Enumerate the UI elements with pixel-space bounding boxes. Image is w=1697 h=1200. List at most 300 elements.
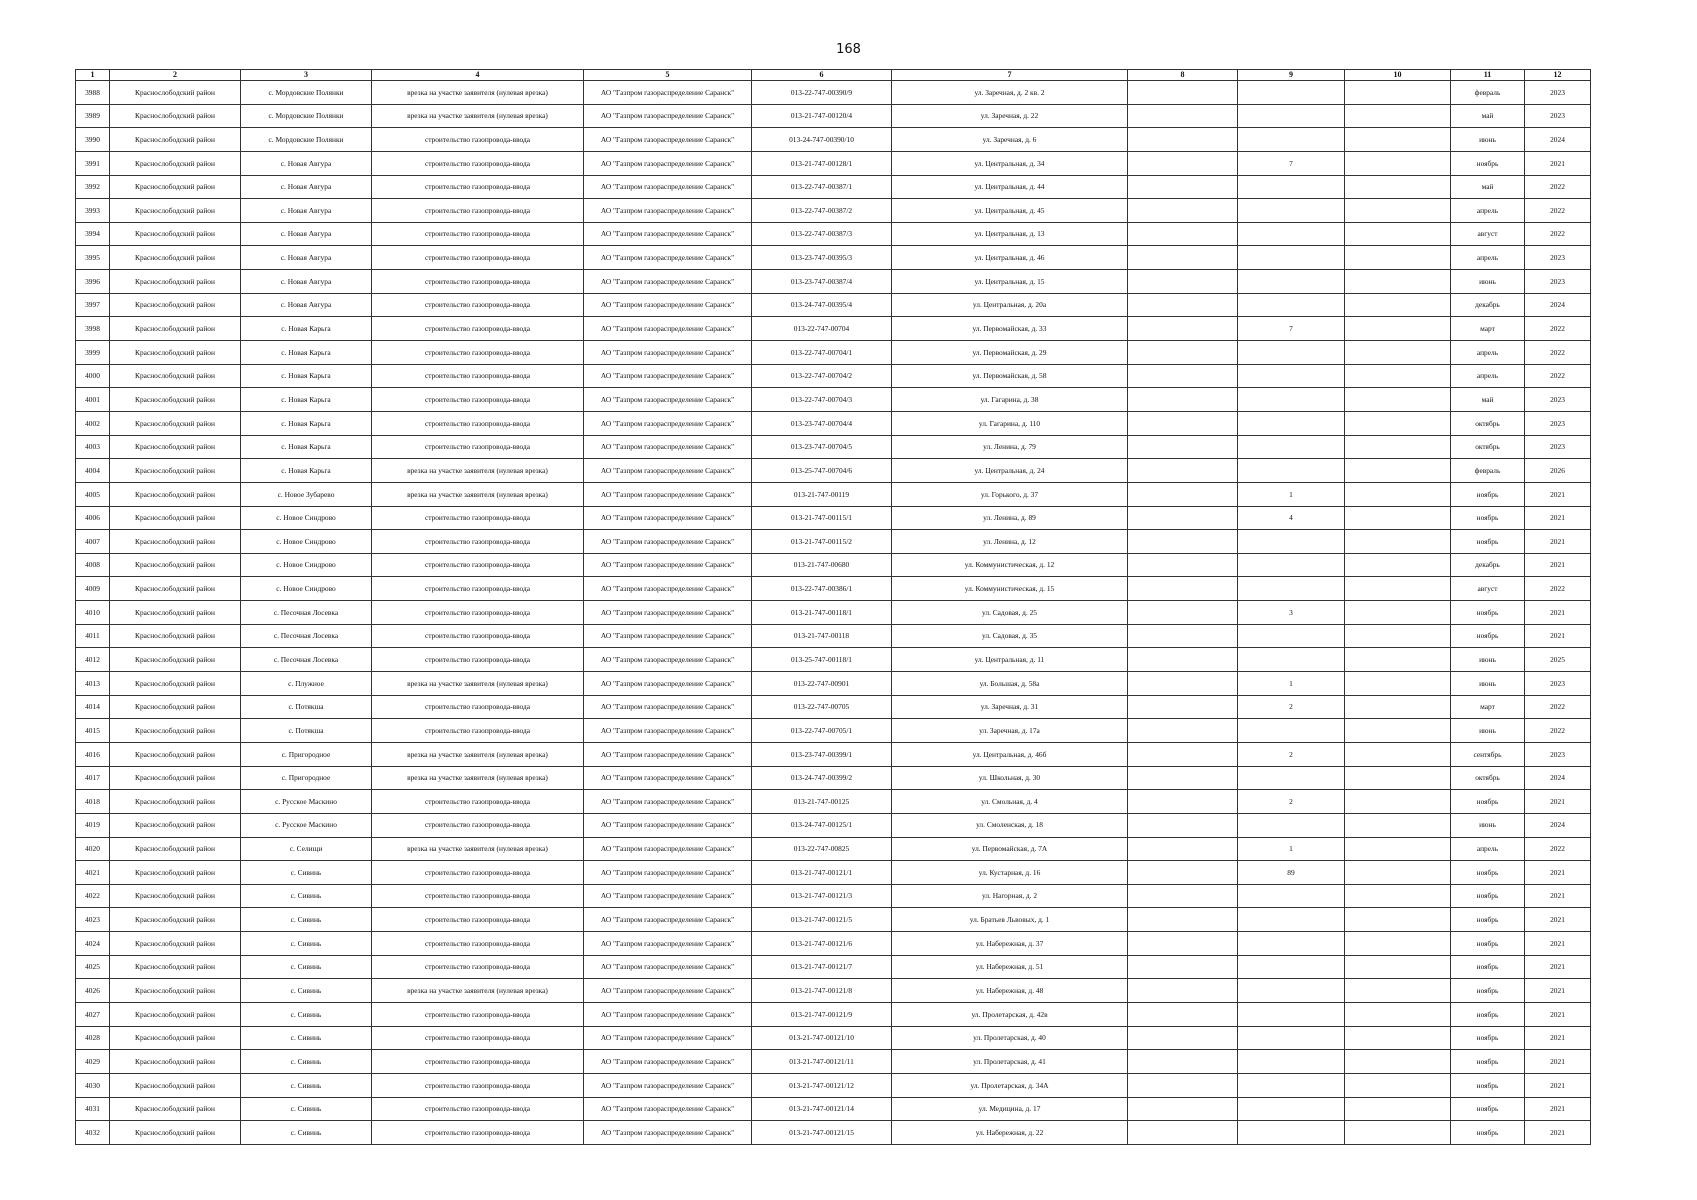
column-header: 3 bbox=[241, 70, 372, 81]
district-cell: Краснослободский район bbox=[110, 932, 241, 956]
district-cell: Краснослободский район bbox=[110, 813, 241, 837]
organization-cell: АО "Газпром газораспределение Саранск" bbox=[584, 482, 752, 506]
col10-cell bbox=[1345, 1002, 1451, 1026]
district-cell: Краснослободский район bbox=[110, 601, 241, 625]
col8-cell bbox=[1128, 955, 1238, 979]
organization-cell: АО "Газпром газораспределение Саранск" bbox=[584, 955, 752, 979]
application-number-cell: 013-21-747-00121/11 bbox=[752, 1050, 892, 1074]
row-number-cell: 4012 bbox=[76, 648, 110, 672]
col10-cell bbox=[1345, 1097, 1451, 1121]
col9-cell bbox=[1238, 908, 1345, 932]
col10-cell bbox=[1345, 908, 1451, 932]
month-cell: ноябрь bbox=[1451, 908, 1525, 932]
settlement-cell: с. Новое Синдрово bbox=[241, 506, 372, 530]
row-number-cell: 4018 bbox=[76, 790, 110, 814]
col8-cell bbox=[1128, 459, 1238, 483]
table-row bbox=[76, 128, 1591, 152]
application-number-cell: 013-21-747-00121/8 bbox=[752, 979, 892, 1003]
year-cell: 2021 bbox=[1525, 1026, 1591, 1050]
settlement-cell: с. Потякша bbox=[241, 695, 372, 719]
col10-cell bbox=[1345, 837, 1451, 861]
application-number-cell: 013-22-747-00704 bbox=[752, 317, 892, 341]
settlement-cell: с. Мордовские Полянки bbox=[241, 81, 372, 105]
row-number-cell: 4024 bbox=[76, 932, 110, 956]
work-type-cell: врезка на участке заявителя (нулевая врезка) bbox=[372, 742, 584, 766]
table-row bbox=[76, 175, 1591, 199]
col8-cell bbox=[1128, 553, 1238, 577]
settlement-cell: с. Новая Авгура bbox=[241, 199, 372, 223]
settlement-cell: с. Новая Карьга bbox=[241, 341, 372, 365]
organization-cell: АО "Газпром газораспределение Саранск" bbox=[584, 341, 752, 365]
organization-cell: АО "Газпром газораспределение Саранск" bbox=[584, 246, 752, 270]
year-cell: 2021 bbox=[1525, 482, 1591, 506]
row-number-cell: 4007 bbox=[76, 530, 110, 554]
organization-cell: АО "Газпром газораспределение Саранск" bbox=[584, 411, 752, 435]
settlement-cell: с. Новое Синдрово bbox=[241, 553, 372, 577]
col8-cell bbox=[1128, 175, 1238, 199]
col10-cell bbox=[1345, 270, 1451, 294]
address-cell: ул. Пролетарская, д. 41 bbox=[892, 1050, 1128, 1074]
district-cell: Краснослободский район bbox=[110, 553, 241, 577]
application-number-cell: 013-22-747-00704/1 bbox=[752, 341, 892, 365]
settlement-cell: с. Русское Маскино bbox=[241, 813, 372, 837]
organization-cell: АО "Газпром газораспределение Саранск" bbox=[584, 388, 752, 412]
col10-cell bbox=[1345, 128, 1451, 152]
work-type-cell: строительство газопровода-ввода bbox=[372, 1097, 584, 1121]
organization-cell: АО "Газпром газораспределение Саранск" bbox=[584, 222, 752, 246]
organization-cell: АО "Газпром газораспределение Саранск" bbox=[584, 624, 752, 648]
work-type-cell: строительство газопровода-ввода bbox=[372, 932, 584, 956]
table-row bbox=[76, 813, 1591, 837]
work-type-cell: строительство газопровода-ввода bbox=[372, 175, 584, 199]
district-cell: Краснослободский район bbox=[110, 884, 241, 908]
year-cell: 2022 bbox=[1525, 199, 1591, 223]
col8-cell bbox=[1128, 1002, 1238, 1026]
col9-cell bbox=[1238, 624, 1345, 648]
column-header: 9 bbox=[1238, 70, 1345, 81]
col8-cell bbox=[1128, 601, 1238, 625]
district-cell: Краснослободский район bbox=[110, 435, 241, 459]
year-cell: 2022 bbox=[1525, 364, 1591, 388]
month-cell: ноябрь bbox=[1451, 482, 1525, 506]
table-row bbox=[76, 270, 1591, 294]
district-cell: Краснослободский район bbox=[110, 908, 241, 932]
col8-cell bbox=[1128, 317, 1238, 341]
settlement-cell: с. Сивинь bbox=[241, 1073, 372, 1097]
gasification-register-table bbox=[75, 69, 1591, 1145]
row-number-cell: 4015 bbox=[76, 719, 110, 743]
application-number-cell: 013-25-747-00704/6 bbox=[752, 459, 892, 483]
row-number-cell: 4008 bbox=[76, 553, 110, 577]
application-number-cell: 013-22-747-00705/1 bbox=[752, 719, 892, 743]
organization-cell: АО "Газпром газораспределение Саранск" bbox=[584, 742, 752, 766]
organization-cell: АО "Газпром газораспределение Саранск" bbox=[584, 908, 752, 932]
year-cell: 2021 bbox=[1525, 530, 1591, 554]
col10-cell bbox=[1345, 648, 1451, 672]
col9-cell bbox=[1238, 1073, 1345, 1097]
row-number-cell: 4023 bbox=[76, 908, 110, 932]
address-cell: ул. Центральная, д. 13 bbox=[892, 222, 1128, 246]
month-cell: ноябрь bbox=[1451, 955, 1525, 979]
col8-cell bbox=[1128, 672, 1238, 696]
col9-cell bbox=[1238, 577, 1345, 601]
application-number-cell: 013-21-747-00121/14 bbox=[752, 1097, 892, 1121]
table-row bbox=[76, 577, 1591, 601]
month-cell: апрель bbox=[1451, 341, 1525, 365]
col8-cell bbox=[1128, 695, 1238, 719]
month-cell: ноябрь bbox=[1451, 979, 1525, 1003]
month-cell: декабрь bbox=[1451, 293, 1525, 317]
year-cell: 2023 bbox=[1525, 411, 1591, 435]
col8-cell bbox=[1128, 742, 1238, 766]
col10-cell bbox=[1345, 81, 1451, 105]
col9-cell bbox=[1238, 293, 1345, 317]
column-header: 2 bbox=[110, 70, 241, 81]
month-cell: ноябрь bbox=[1451, 601, 1525, 625]
organization-cell: АО "Газпром газораспределение Саранск" bbox=[584, 364, 752, 388]
settlement-cell: с. Пригородное bbox=[241, 742, 372, 766]
application-number-cell: 013-22-747-00386/1 bbox=[752, 577, 892, 601]
col9-cell bbox=[1238, 813, 1345, 837]
organization-cell: АО "Газпром газораспределение Саранск" bbox=[584, 766, 752, 790]
row-number-cell: 4030 bbox=[76, 1073, 110, 1097]
col9-cell: 1 bbox=[1238, 837, 1345, 861]
col9-cell bbox=[1238, 884, 1345, 908]
col9-cell: 2 bbox=[1238, 790, 1345, 814]
organization-cell: АО "Газпром газораспределение Саранск" bbox=[584, 1073, 752, 1097]
column-header: 12 bbox=[1525, 70, 1591, 81]
table-row bbox=[76, 1073, 1591, 1097]
row-number-cell: 3989 bbox=[76, 104, 110, 128]
column-header: 5 bbox=[584, 70, 752, 81]
month-cell: ноябрь bbox=[1451, 151, 1525, 175]
application-number-cell: 013-21-747-00128/1 bbox=[752, 151, 892, 175]
settlement-cell: с. Сивинь bbox=[241, 979, 372, 1003]
district-cell: Краснослободский район bbox=[110, 222, 241, 246]
month-cell: февраль bbox=[1451, 459, 1525, 483]
organization-cell: АО "Газпром газораспределение Саранск" bbox=[584, 884, 752, 908]
application-number-cell: 013-21-747-00118/1 bbox=[752, 601, 892, 625]
address-cell: ул. Центральная, д. 34 bbox=[892, 151, 1128, 175]
organization-cell: АО "Газпром газораспределение Саранск" bbox=[584, 317, 752, 341]
district-cell: Краснослободский район bbox=[110, 81, 241, 105]
district-cell: Краснослободский район bbox=[110, 530, 241, 554]
col8-cell bbox=[1128, 1097, 1238, 1121]
col8-cell bbox=[1128, 388, 1238, 412]
work-type-cell: строительство газопровода-ввода bbox=[372, 411, 584, 435]
year-cell: 2021 bbox=[1525, 1097, 1591, 1121]
year-cell: 2023 bbox=[1525, 81, 1591, 105]
district-cell: Краснослободский район bbox=[110, 270, 241, 294]
col10-cell bbox=[1345, 719, 1451, 743]
col8-cell bbox=[1128, 151, 1238, 175]
row-number-cell: 4004 bbox=[76, 459, 110, 483]
row-number-cell: 3992 bbox=[76, 175, 110, 199]
table-row bbox=[76, 1121, 1591, 1145]
application-number-cell: 013-21-747-00119 bbox=[752, 482, 892, 506]
table-row bbox=[76, 1026, 1591, 1050]
col8-cell bbox=[1128, 1073, 1238, 1097]
year-cell: 2024 bbox=[1525, 293, 1591, 317]
col10-cell bbox=[1345, 175, 1451, 199]
application-number-cell: 013-24-747-00390/10 bbox=[752, 128, 892, 152]
address-cell: ул. Набережная, д. 22 bbox=[892, 1121, 1128, 1145]
col10-cell bbox=[1345, 151, 1451, 175]
year-cell: 2024 bbox=[1525, 813, 1591, 837]
address-cell: ул. Центральная, д. 46 bbox=[892, 246, 1128, 270]
settlement-cell: с. Пригородное bbox=[241, 766, 372, 790]
col9-cell bbox=[1238, 955, 1345, 979]
col10-cell bbox=[1345, 104, 1451, 128]
district-cell: Краснослободский район bbox=[110, 506, 241, 530]
col10-cell bbox=[1345, 1050, 1451, 1074]
month-cell: июнь bbox=[1451, 672, 1525, 696]
settlement-cell: с. Новая Авгура bbox=[241, 222, 372, 246]
col10-cell bbox=[1345, 530, 1451, 554]
district-cell: Краснослободский район bbox=[110, 104, 241, 128]
year-cell: 2024 bbox=[1525, 766, 1591, 790]
col10-cell bbox=[1345, 506, 1451, 530]
col9-cell bbox=[1238, 1050, 1345, 1074]
column-header: 11 bbox=[1451, 70, 1525, 81]
year-cell: 2021 bbox=[1525, 861, 1591, 885]
work-type-cell: строительство газопровода-ввода bbox=[372, 813, 584, 837]
year-cell: 2021 bbox=[1525, 884, 1591, 908]
col8-cell bbox=[1128, 104, 1238, 128]
work-type-cell: строительство газопровода-ввода bbox=[372, 884, 584, 908]
year-cell: 2025 bbox=[1525, 648, 1591, 672]
table-row bbox=[76, 341, 1591, 365]
col10-cell bbox=[1345, 672, 1451, 696]
month-cell: ноябрь bbox=[1451, 530, 1525, 554]
month-cell: апрель bbox=[1451, 364, 1525, 388]
settlement-cell: с. Мордовские Полянки bbox=[241, 104, 372, 128]
table-row bbox=[76, 1097, 1591, 1121]
year-cell: 2022 bbox=[1525, 577, 1591, 601]
application-number-cell: 013-21-747-00121/12 bbox=[752, 1073, 892, 1097]
district-cell: Краснослободский район bbox=[110, 648, 241, 672]
year-cell: 2021 bbox=[1525, 908, 1591, 932]
month-cell: ноябрь bbox=[1451, 1002, 1525, 1026]
work-type-cell: строительство газопровода-ввода bbox=[372, 199, 584, 223]
row-number-cell: 3990 bbox=[76, 128, 110, 152]
month-cell: август bbox=[1451, 222, 1525, 246]
settlement-cell: с. Новое Синдрово bbox=[241, 530, 372, 554]
settlement-cell: с. Сивинь bbox=[241, 1121, 372, 1145]
year-cell: 2023 bbox=[1525, 672, 1591, 696]
year-cell: 2021 bbox=[1525, 624, 1591, 648]
col8-cell bbox=[1128, 435, 1238, 459]
year-cell: 2022 bbox=[1525, 695, 1591, 719]
col8-cell bbox=[1128, 766, 1238, 790]
month-cell: ноябрь bbox=[1451, 1073, 1525, 1097]
table-row bbox=[76, 955, 1591, 979]
settlement-cell: с. Песочная Лосевка bbox=[241, 648, 372, 672]
settlement-cell: с. Песочная Лосевка bbox=[241, 601, 372, 625]
table-row bbox=[76, 388, 1591, 412]
address-cell: ул. Набережная, д. 51 bbox=[892, 955, 1128, 979]
address-cell: ул. Центральная, д. 45 bbox=[892, 199, 1128, 223]
col9-cell bbox=[1238, 979, 1345, 1003]
table-row bbox=[76, 435, 1591, 459]
district-cell: Краснослободский район bbox=[110, 624, 241, 648]
month-cell: декабрь bbox=[1451, 553, 1525, 577]
col10-cell bbox=[1345, 341, 1451, 365]
settlement-cell: с. Новая Авгура bbox=[241, 270, 372, 294]
work-type-cell: строительство газопровода-ввода bbox=[372, 530, 584, 554]
row-number-cell: 3993 bbox=[76, 199, 110, 223]
row-number-cell: 4027 bbox=[76, 1002, 110, 1026]
district-cell: Краснослободский район bbox=[110, 459, 241, 483]
organization-cell: АО "Газпром газораспределение Саранск" bbox=[584, 1026, 752, 1050]
col10-cell bbox=[1345, 766, 1451, 790]
application-number-cell: 013-24-747-00399/2 bbox=[752, 766, 892, 790]
row-number-cell: 4005 bbox=[76, 482, 110, 506]
year-cell: 2021 bbox=[1525, 979, 1591, 1003]
col10-cell bbox=[1345, 246, 1451, 270]
organization-cell: АО "Газпром газораспределение Саранск" bbox=[584, 1121, 752, 1145]
row-number-cell: 4009 bbox=[76, 577, 110, 601]
col10-cell bbox=[1345, 955, 1451, 979]
work-type-cell: врезка на участке заявителя (нулевая врезка) bbox=[372, 482, 584, 506]
work-type-cell: врезка на участке заявителя (нулевая врезка) bbox=[372, 837, 584, 861]
col10-cell bbox=[1345, 199, 1451, 223]
address-cell: ул. Первомайская, д. 7А bbox=[892, 837, 1128, 861]
col10-cell bbox=[1345, 222, 1451, 246]
settlement-cell: с. Новая Авгура bbox=[241, 151, 372, 175]
organization-cell: АО "Газпром газораспределение Саранск" bbox=[584, 81, 752, 105]
address-cell: ул. Центральная, д. 11 bbox=[892, 648, 1128, 672]
work-type-cell: строительство газопровода-ввода bbox=[372, 648, 584, 672]
address-cell: ул. Заречная, д. 31 bbox=[892, 695, 1128, 719]
col8-cell bbox=[1128, 293, 1238, 317]
col10-cell bbox=[1345, 1026, 1451, 1050]
year-cell: 2021 bbox=[1525, 506, 1591, 530]
table-row bbox=[76, 317, 1591, 341]
work-type-cell: строительство газопровода-ввода bbox=[372, 364, 584, 388]
district-cell: Краснослободский район bbox=[110, 317, 241, 341]
work-type-cell: строительство газопровода-ввода bbox=[372, 908, 584, 932]
address-cell: ул. Центральная, д. 15 bbox=[892, 270, 1128, 294]
col9-cell bbox=[1238, 459, 1345, 483]
address-cell: ул. Набережная, д. 37 bbox=[892, 932, 1128, 956]
work-type-cell: врезка на участке заявителя (нулевая врезка) bbox=[372, 459, 584, 483]
organization-cell: АО "Газпром газораспределение Саранск" bbox=[584, 553, 752, 577]
year-cell: 2022 bbox=[1525, 719, 1591, 743]
row-number-cell: 4002 bbox=[76, 411, 110, 435]
address-cell: ул. Ленина, д. 79 bbox=[892, 435, 1128, 459]
work-type-cell: строительство газопровода-ввода bbox=[372, 1121, 584, 1145]
month-cell: июнь bbox=[1451, 648, 1525, 672]
year-cell: 2021 bbox=[1525, 1121, 1591, 1145]
col8-cell bbox=[1128, 908, 1238, 932]
row-number-cell: 4021 bbox=[76, 861, 110, 885]
col8-cell bbox=[1128, 222, 1238, 246]
district-cell: Краснослободский район bbox=[110, 482, 241, 506]
address-cell: ул. Нагорная, д. 2 bbox=[892, 884, 1128, 908]
district-cell: Краснослободский район bbox=[110, 837, 241, 861]
table-row bbox=[76, 553, 1591, 577]
row-number-cell: 4029 bbox=[76, 1050, 110, 1074]
settlement-cell: с. Сивинь bbox=[241, 861, 372, 885]
address-cell: ул. Набережная, д. 48 bbox=[892, 979, 1128, 1003]
district-cell: Краснослободский район bbox=[110, 861, 241, 885]
address-cell: ул. Заречная, д. 6 bbox=[892, 128, 1128, 152]
col8-cell bbox=[1128, 979, 1238, 1003]
address-cell: ул. Центральная, д. 46б bbox=[892, 742, 1128, 766]
table-row bbox=[76, 979, 1591, 1003]
organization-cell: АО "Газпром газораспределение Саранск" bbox=[584, 932, 752, 956]
col8-cell bbox=[1128, 884, 1238, 908]
col9-cell bbox=[1238, 553, 1345, 577]
col10-cell bbox=[1345, 742, 1451, 766]
row-number-cell: 4014 bbox=[76, 695, 110, 719]
col8-cell bbox=[1128, 128, 1238, 152]
settlement-cell: с. Песочная Лосевка bbox=[241, 624, 372, 648]
col9-cell: 4 bbox=[1238, 506, 1345, 530]
row-number-cell: 4001 bbox=[76, 388, 110, 412]
column-header: 1 bbox=[76, 70, 110, 81]
address-cell: ул. Ленина, д. 89 bbox=[892, 506, 1128, 530]
settlement-cell: с. Сивинь bbox=[241, 955, 372, 979]
row-number-cell: 3999 bbox=[76, 341, 110, 365]
col9-cell bbox=[1238, 270, 1345, 294]
application-number-cell: 013-21-747-00118 bbox=[752, 624, 892, 648]
work-type-cell: врезка на участке заявителя (нулевая врезка) bbox=[372, 979, 584, 1003]
application-number-cell: 013-21-747-00121/6 bbox=[752, 932, 892, 956]
table-header-row bbox=[76, 70, 1591, 81]
month-cell: май bbox=[1451, 175, 1525, 199]
address-cell: ул. Центральная, д. 44 bbox=[892, 175, 1128, 199]
col10-cell bbox=[1345, 884, 1451, 908]
col8-cell bbox=[1128, 341, 1238, 365]
organization-cell: АО "Газпром газораспределение Саранск" bbox=[584, 790, 752, 814]
district-cell: Краснослободский район bbox=[110, 388, 241, 412]
col9-cell bbox=[1238, 81, 1345, 105]
settlement-cell: с. Новая Карьга bbox=[241, 388, 372, 412]
col8-cell bbox=[1128, 577, 1238, 601]
district-cell: Краснослободский район bbox=[110, 151, 241, 175]
application-number-cell: 013-21-747-00125 bbox=[752, 790, 892, 814]
year-cell: 2022 bbox=[1525, 837, 1591, 861]
col10-cell bbox=[1345, 435, 1451, 459]
organization-cell: АО "Газпром газораспределение Саранск" bbox=[584, 1050, 752, 1074]
table-row bbox=[76, 199, 1591, 223]
application-number-cell: 013-23-747-00704/5 bbox=[752, 435, 892, 459]
col9-cell: 7 bbox=[1238, 151, 1345, 175]
col9-cell bbox=[1238, 341, 1345, 365]
row-number-cell: 4019 bbox=[76, 813, 110, 837]
district-cell: Краснослободский район bbox=[110, 1026, 241, 1050]
district-cell: Краснослободский район bbox=[110, 1002, 241, 1026]
month-cell: июнь bbox=[1451, 270, 1525, 294]
district-cell: Краснослободский район bbox=[110, 128, 241, 152]
col10-cell bbox=[1345, 1121, 1451, 1145]
col8-cell bbox=[1128, 790, 1238, 814]
settlement-cell: с. Новая Авгура bbox=[241, 175, 372, 199]
row-number-cell: 4016 bbox=[76, 742, 110, 766]
address-cell: ул. Пролетарская, д. 40 bbox=[892, 1026, 1128, 1050]
work-type-cell: строительство газопровода-ввода bbox=[372, 955, 584, 979]
organization-cell: АО "Газпром газораспределение Саранск" bbox=[584, 151, 752, 175]
district-cell: Краснослободский район bbox=[110, 199, 241, 223]
table-row bbox=[76, 293, 1591, 317]
settlement-cell: с. Новая Карьга bbox=[241, 317, 372, 341]
col9-cell: 2 bbox=[1238, 695, 1345, 719]
year-cell: 2022 bbox=[1525, 317, 1591, 341]
work-type-cell: строительство газопровода-ввода bbox=[372, 624, 584, 648]
work-type-cell: строительство газопровода-ввода bbox=[372, 577, 584, 601]
